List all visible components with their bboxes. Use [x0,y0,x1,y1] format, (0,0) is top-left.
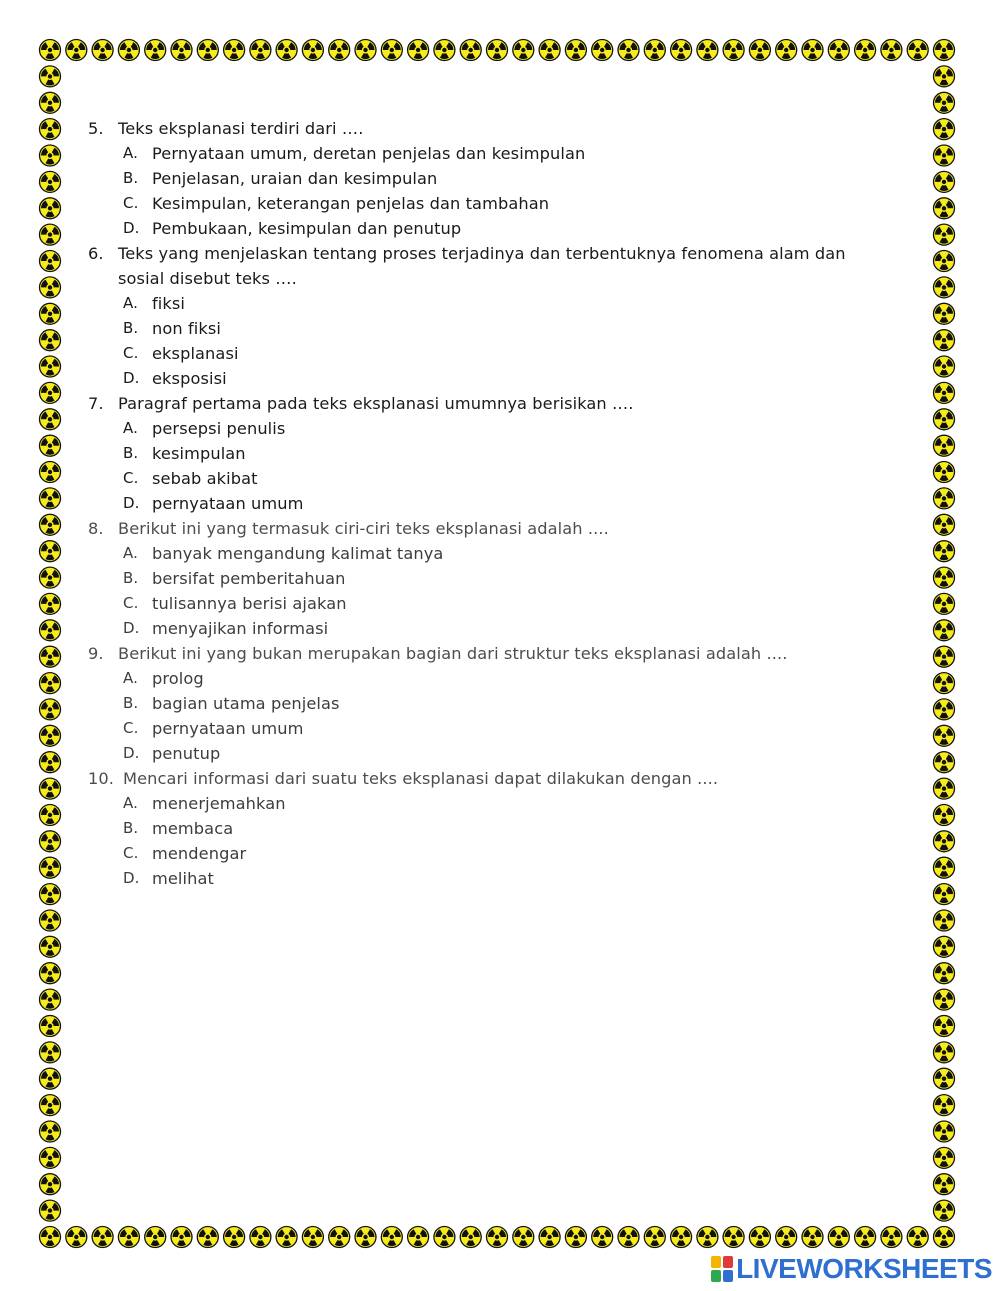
radiation-symbol-icon [933,699,955,721]
radiation-symbol-icon [828,40,850,62]
radiation-symbol-icon [39,567,61,589]
option-text: melihat [152,869,214,888]
radiation-symbol-icon [354,1227,376,1249]
radiation-symbol-icon [354,40,376,62]
option-list [88,791,878,891]
liveworksheets-logo[interactable] [711,1255,992,1283]
radiation-symbol-icon [617,1227,639,1249]
option-text: menerjemahkan [152,794,286,813]
radiation-symbol-icon [933,778,955,800]
radiation-symbol-icon [906,40,928,62]
radiation-symbol-icon [39,910,61,932]
radiation-symbol-icon [933,198,955,220]
liveworksheets-badge-icon [711,1256,733,1282]
radiation-symbol-icon [39,382,61,404]
option-letter: D. [123,369,140,387]
option-text: pernyataan umum [152,494,304,513]
question-text: Mencari informasi dari suatu teks eksplanasi dapat dilakukan dengan .... [123,769,719,788]
radiation-symbol-icon [39,224,61,246]
radiation-symbol-icon [144,40,166,62]
option-c[interactable] [88,841,878,866]
radiation-symbol-icon [933,805,955,827]
radiation-symbol-icon [328,1227,350,1249]
radiation-symbol-icon [722,40,744,62]
radiation-symbol-icon [933,119,955,141]
radiation-symbol-icon [906,1227,928,1249]
question-list [88,116,878,891]
option-b[interactable] [88,691,878,716]
option-text: Penjelasan, uraian dan kesimpulan [152,169,438,188]
radiation-symbol-icon [933,567,955,589]
radiation-symbol-icon [39,699,61,721]
radiation-symbol-icon [933,382,955,404]
radiation-symbol-icon [933,171,955,193]
question-5 [88,116,878,241]
radiation-symbol-icon [65,1227,87,1249]
radiation-symbol-icon [828,1227,850,1249]
option-letter: B. [123,569,139,587]
radiation-symbol-icon [433,40,455,62]
option-text: persepsi penulis [152,419,286,438]
radiation-symbol-icon [91,1227,113,1249]
radiation-symbol-icon [880,40,902,62]
radiation-symbol-icon [933,963,955,985]
radiation-symbol-icon [933,1068,955,1090]
radiation-symbol-icon [39,1174,61,1196]
option-letter: D. [123,619,140,637]
radiation-symbol-icon [249,40,271,62]
option-text: banyak mengandung kalimat tanya [152,544,444,563]
radiation-symbol-icon [39,40,61,62]
option-letter: A. [123,544,138,562]
option-letter: D. [123,869,140,887]
radiation-symbol-icon [933,1227,955,1249]
radiation-symbol-icon [39,752,61,774]
option-letter: C. [123,719,139,737]
option-b[interactable] [88,816,878,841]
question-number: 8. [88,519,104,538]
radiation-symbol-icon [801,1227,823,1249]
radiation-symbol-icon [39,1068,61,1090]
radiation-symbol-icon [933,910,955,932]
radiation-symbol-icon [249,1227,271,1249]
radiation-symbol-icon [39,171,61,193]
radiation-symbol-icon [381,1227,403,1249]
radiation-symbol-icon [696,1227,718,1249]
radiation-symbol-icon [39,251,61,273]
radiation-symbol-icon [197,40,219,62]
option-letter: C. [123,594,139,612]
radiation-symbol-icon [39,303,61,325]
radiation-symbol-icon [749,40,771,62]
radiation-symbol-icon [565,1227,587,1249]
radiation-symbol-icon [933,251,955,273]
radiation-symbol-icon [302,1227,324,1249]
radiation-symbol-icon [933,1174,955,1196]
radiation-symbol-icon [801,40,823,62]
option-text: eksposisi [152,369,227,388]
radiation-symbol-icon [39,593,61,615]
option-letter: B. [123,444,139,462]
radiation-symbol-icon [407,1227,429,1249]
radiation-symbol-icon [39,1227,61,1249]
radiation-symbol-icon [39,620,61,642]
option-d[interactable] [88,216,878,241]
option-letter: B. [123,169,139,187]
radiation-symbol-icon [512,40,534,62]
radiation-symbol-icon [933,224,955,246]
option-letter: C. [123,844,139,862]
radiation-symbol-icon [170,40,192,62]
radiation-symbol-icon [39,673,61,695]
option-letter: D. [123,744,140,762]
radiation-symbol-icon [486,1227,508,1249]
option-text: Pernyataan umum, deretan penjelas dan kesimpulan [152,144,586,163]
question-number: 9. [88,644,104,663]
option-letter: C. [123,194,139,212]
question-number: 6. [88,244,104,263]
radiation-symbol-icon [39,356,61,378]
question-text: Berikut ini yang bukan merupakan bagian dari struktur teks eksplanasi adalah .... [118,644,788,663]
question-6 [88,241,878,391]
radiation-symbol-icon [39,1095,61,1117]
radiation-symbol-icon [933,330,955,352]
radiation-symbol-icon [538,40,560,62]
radiation-symbol-icon [39,435,61,457]
option-text: eksplanasi [152,344,239,363]
radiation-symbol-icon [538,1227,560,1249]
radiation-symbol-icon [933,92,955,114]
option-a[interactable] [88,666,878,691]
question-8 [88,516,878,641]
radiation-symbol-icon [933,462,955,484]
question-10 [88,766,878,891]
radiation-symbol-icon [39,92,61,114]
radiation-symbol-icon [39,514,61,536]
radiation-symbol-icon [39,805,61,827]
radiation-symbol-icon [275,1227,297,1249]
option-letter: A. [123,669,138,687]
radiation-symbol-icon [933,620,955,642]
radiation-symbol-icon [39,1016,61,1038]
radiation-symbol-icon [933,1147,955,1169]
option-d[interactable] [88,491,878,516]
radiation-symbol-icon [617,40,639,62]
radiation-symbol-icon [39,831,61,853]
radiation-symbol-icon [670,40,692,62]
radiation-symbol-icon [933,725,955,747]
question-text: Teks yang menjelaskan tentang proses terjadinya dan terbentuknya fenomena alam dan sosial disebut teks …. [118,244,846,288]
radiation-symbol-icon [39,1147,61,1169]
radiation-symbol-icon [933,989,955,1011]
option-letter: C. [123,469,139,487]
option-d[interactable] [88,366,878,391]
radiation-symbol-icon [407,40,429,62]
radiation-symbol-icon [39,1042,61,1064]
radiation-symbol-icon [39,857,61,879]
option-text: sebab akibat [152,469,258,488]
option-d[interactable] [88,616,878,641]
option-a[interactable] [88,416,878,441]
radiation-symbol-icon [933,409,955,431]
radiation-symbol-icon [459,40,481,62]
radiation-symbol-icon [144,1227,166,1249]
option-text: bersifat pemberitahuan [152,569,346,588]
option-letter: A. [123,294,138,312]
question-number: 10. [88,769,115,788]
option-c[interactable] [88,466,878,491]
option-letter: B. [123,319,139,337]
radiation-symbol-icon [933,541,955,563]
radiation-symbol-icon [39,409,61,431]
radiation-symbol-icon [933,884,955,906]
radiation-symbol-icon [39,119,61,141]
radiation-symbol-icon [223,1227,245,1249]
radiation-symbol-icon [381,40,403,62]
radiation-symbol-icon [565,40,587,62]
option-b[interactable] [88,316,878,341]
radiation-symbol-icon [933,277,955,299]
option-letter: A. [123,794,138,812]
radiation-symbol-icon [302,40,324,62]
radiation-symbol-icon [39,1121,61,1143]
radiation-symbol-icon [933,1121,955,1143]
option-text: fiksi [152,294,186,313]
radiation-symbol-icon [91,40,113,62]
option-a[interactable] [88,791,878,816]
radiation-symbol-icon [880,1227,902,1249]
radiation-symbol-icon [854,40,876,62]
radiation-symbol-icon [170,1227,192,1249]
radiation-symbol-icon [39,989,61,1011]
radiation-symbol-icon [933,1016,955,1038]
option-text: bagian utama penjelas [152,694,340,713]
radiation-symbol-icon [933,435,955,457]
radiation-symbol-icon [223,40,245,62]
radiation-symbol-icon [933,936,955,958]
radiation-symbol-icon [933,857,955,879]
radiation-symbol-icon [39,462,61,484]
radiation-symbol-icon [933,303,955,325]
radiation-symbol-icon [39,778,61,800]
radiation-symbol-icon [39,725,61,747]
radiation-symbol-icon [933,145,955,167]
radiation-symbol-icon [933,593,955,615]
option-letter: D. [123,494,140,512]
radiation-symbol-icon [933,831,955,853]
radiation-symbol-icon [644,40,666,62]
option-text: tulisannya berisi ajakan [152,594,347,613]
radiation-symbol-icon [39,330,61,352]
option-b[interactable] [88,441,878,466]
option-text: pernyataan umum [152,719,304,738]
radiation-symbol-icon [39,488,61,510]
radiation-symbol-icon [749,1227,771,1249]
radiation-symbol-icon [328,40,350,62]
radiation-symbol-icon [933,752,955,774]
option-letter: B. [123,694,139,712]
radiation-symbol-icon [459,1227,481,1249]
radiation-symbol-icon [933,66,955,88]
question-text: Berikut ini yang termasuk ciri-ciri teks eksplanasi adalah .... [118,519,609,538]
option-text: membaca [152,819,234,838]
logo-text: LIVEWORKSHEETS [736,1253,992,1284]
option-letter: A. [123,144,138,162]
radiation-symbol-icon [670,1227,692,1249]
radiation-symbol-icon [933,673,955,695]
radiation-symbol-icon [933,1042,955,1064]
radiation-symbol-icon [39,884,61,906]
radiation-symbol-icon [118,40,140,62]
option-a[interactable] [88,141,878,166]
radiation-symbol-icon [933,1200,955,1222]
option-list [88,291,878,391]
radiation-symbol-icon [197,1227,219,1249]
radiation-symbol-icon [775,40,797,62]
option-d[interactable] [88,866,878,891]
option-b[interactable] [88,566,878,591]
radiation-symbol-icon [39,963,61,985]
radiation-symbol-icon [39,277,61,299]
option-c[interactable] [88,591,878,616]
option-letter: B. [123,819,139,837]
option-d[interactable] [88,741,878,766]
option-c[interactable] [88,191,878,216]
option-text: Kesimpulan, keterangan penjelas dan tambahan [152,194,550,213]
radiation-symbol-icon [933,40,955,62]
radiation-symbol-icon [933,488,955,510]
option-list [88,141,878,241]
question-number: 7. [88,394,104,413]
radiation-symbol-icon [39,646,61,668]
option-list [88,666,878,766]
radiation-symbol-icon [933,356,955,378]
option-letter: D. [123,219,140,237]
radiation-symbol-icon [275,40,297,62]
radiation-symbol-icon [775,1227,797,1249]
radiation-symbol-icon [933,514,955,536]
radiation-symbol-icon [591,1227,613,1249]
option-text: kesimpulan [152,444,246,463]
radiation-symbol-icon [591,40,613,62]
radiation-symbol-icon [512,1227,534,1249]
option-letter: A. [123,419,138,437]
radiation-symbol-icon [696,40,718,62]
radiation-symbol-icon [39,145,61,167]
radiation-symbol-icon [933,646,955,668]
radiation-symbol-icon [933,1095,955,1117]
option-text: Pembukaan, kesimpulan dan penutup [152,219,462,238]
option-text: menyajikan informasi [152,619,329,638]
option-list [88,416,878,516]
option-letter: C. [123,344,139,362]
radiation-symbol-icon [433,1227,455,1249]
question-text: Paragraf pertama pada teks eksplanasi umumnya berisikan …. [118,394,634,413]
question-7 [88,391,878,516]
option-text: non fiksi [152,319,221,338]
option-a[interactable] [88,291,878,316]
question-text: Teks eksplanasi terdiri dari …. [118,119,364,138]
option-b[interactable] [88,166,878,191]
radiation-symbol-icon [39,198,61,220]
option-c[interactable] [88,341,878,366]
option-text: penutup [152,744,221,763]
radiation-symbol-icon [644,1227,666,1249]
question-9 [88,641,878,766]
question-number: 5. [88,119,104,138]
radiation-symbol-icon [486,40,508,62]
option-c[interactable] [88,716,878,741]
radiation-symbol-icon [39,541,61,563]
radiation-symbol-icon [722,1227,744,1249]
radiation-symbol-icon [39,66,61,88]
radiation-symbol-icon [854,1227,876,1249]
option-list [88,541,878,641]
radiation-symbol-icon [118,1227,140,1249]
option-text: mendengar [152,844,247,863]
radiation-symbol-icon [39,1200,61,1222]
radiation-symbol-icon [39,936,61,958]
option-text: prolog [152,669,204,688]
radiation-symbol-icon [65,40,87,62]
option-a[interactable] [88,541,878,566]
